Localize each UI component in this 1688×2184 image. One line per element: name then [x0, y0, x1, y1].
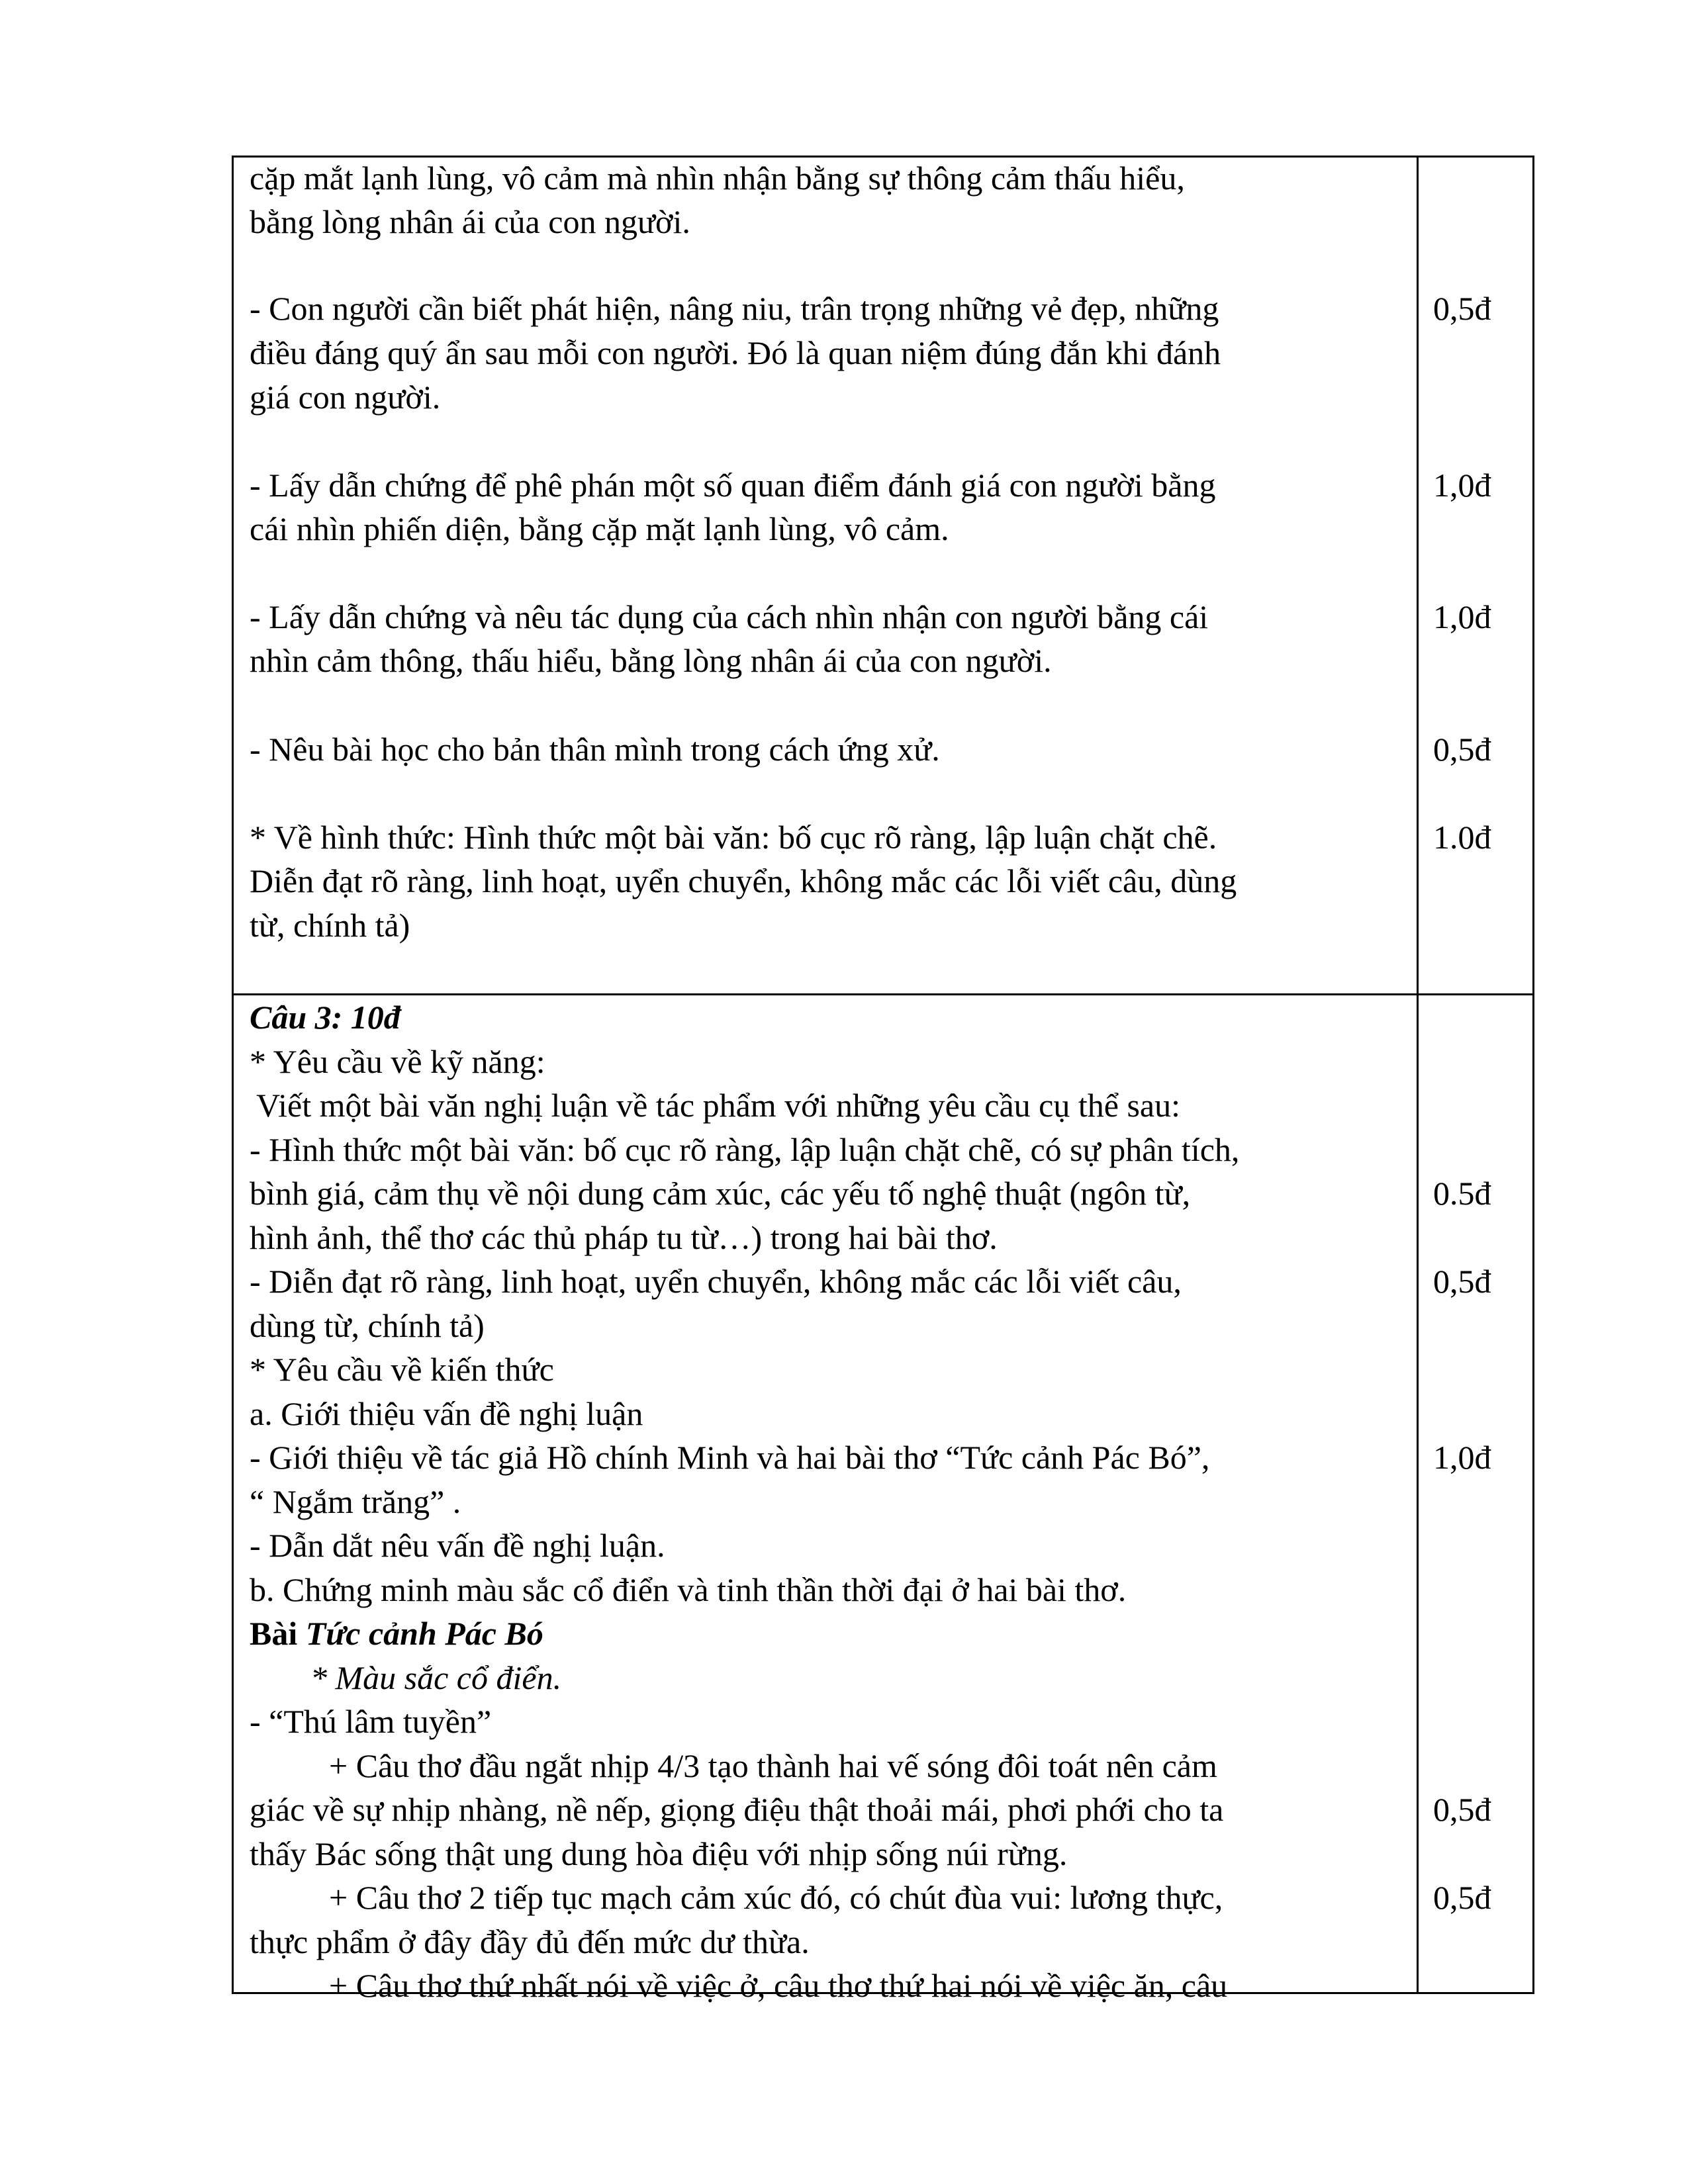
text-line: * Yêu cầu về kiến thức [250, 1351, 554, 1388]
grading-table [232, 156, 1534, 2004]
text-line: * Yêu cầu về kỹ năng: [250, 1043, 545, 1080]
text-line: cặp mắt lạnh lùng, vô cảm mà nhìn nhận bằng sự thông cảm thấu hiểu, [250, 159, 1185, 197]
text-line: + Câu thơ đầu ngắt nhịp 4/3 tạo thành hai vế sóng đôi toát nên cảm [329, 1747, 1217, 1784]
column-divider [1417, 158, 1419, 1992]
score-value: 0,5đ [1433, 1263, 1491, 1300]
text-line: “ Ngắm trăng” . [250, 1483, 461, 1520]
text-line: dùng từ, chính tả) [250, 1307, 485, 1344]
score-value: 1.0đ [1433, 819, 1491, 856]
text-line: - Nêu bài học cho bản thân mình trong cách ứng xử. [250, 731, 940, 768]
text-line: giá con người. [250, 379, 441, 416]
text-line: Diễn đạt rõ ràng, linh hoạt, uyển chuyển, không mắc các lỗi viết câu, dùng [250, 862, 1237, 899]
text-line: Viết một bài văn nghị luận về tác phẩm với những yêu cầu cụ thể sau: [256, 1087, 1180, 1124]
score-value: 1,0đ [1433, 467, 1491, 504]
text-line: điều đáng quý ẩn sau mỗi con người. Đó là quan niệm đúng đắn khi đánh [250, 334, 1221, 371]
text-line: - Diễn đạt rõ ràng, linh hoạt, uyển chuyển, không mắc các lỗi viết câu, [250, 1263, 1182, 1300]
text-line: bằng lòng nhân ái của con người. [250, 203, 690, 240]
text-line: - Lấy dẫn chứng và nêu tác dụng của cách nhìn nhận con người bằng cái [250, 598, 1209, 635]
text-line: * Về hình thức: Hình thức một bài văn: bố cục rõ ràng, lập luận chặt chẽ. [250, 819, 1217, 856]
text-line: thực phẩm ở đây đầy đủ đến mức dư thừa. [250, 1923, 810, 1960]
score-value: 1,0đ [1433, 598, 1491, 635]
text-line: từ, chính tả) [250, 907, 410, 944]
question-heading: Câu 3: 10đ [250, 999, 400, 1036]
score-value: 0,5đ [1433, 1879, 1491, 1916]
score-value: 0,5đ [1433, 731, 1491, 768]
text-line: + Câu thơ thứ nhất nói về việc ở, câu thơ thứ hai nói về việc ăn, câu [329, 1967, 1228, 2004]
text-line: bình giá, cảm thụ về nội dung cảm xúc, các yếu tố nghệ thuật (ngôn từ, [250, 1175, 1191, 1212]
text-line: cái nhìn phiến diện, bằng cặp mặt lạnh lùng, vô cảm. [250, 510, 949, 547]
poem-heading [250, 1612, 1408, 1655]
text-line: + Câu thơ 2 tiếp tục mạch cảm xúc đó, có chút đùa vui: lương thực, [329, 1879, 1223, 1916]
text-line: hình ảnh, thể thơ các thủ pháp tu từ…) trong hai bài thơ. [250, 1219, 998, 1256]
sub-heading: * Màu sắc cổ điển. [310, 1659, 562, 1696]
text-line: - Hình thức một bài văn: bố cục rõ ràng, lập luận chặt chẽ, có sự phân tích, [250, 1131, 1240, 1168]
poem-prefix: Bài [250, 1615, 306, 1652]
score-value: 0,5đ [1433, 1791, 1491, 1828]
poem-title: Tức cảnh Pác Bó [305, 1615, 543, 1652]
text-line: nhìn cảm thông, thấu hiểu, bằng lòng nhân ái của con người. [250, 642, 1052, 679]
text-line: a. Giới thiệu vấn đề nghị luận [250, 1395, 643, 1432]
text-line: - “Thú lâm tuyền” [250, 1703, 492, 1740]
text-line: - Giới thiệu về tác giả Hồ chính Minh và hai bài thơ “Tức cảnh Pác Bó”, [250, 1439, 1210, 1476]
text-line: thấy Bác sống thật ung dung hòa điệu với nhịp sống núi rừng. [250, 1835, 1068, 1872]
score-value: 0.5đ [1433, 1175, 1491, 1212]
text-line: giác về sự nhịp nhàng, nề nếp, giọng điệu thật thoải mái, phơi phới cho ta [250, 1791, 1224, 1828]
score-value: 0,5đ [1433, 290, 1491, 327]
text-line: - Dẫn dắt nêu vấn đề nghị luận. [250, 1527, 665, 1564]
text-line: - Con người cần biết phát hiện, nâng niu, trân trọng những vẻ đẹp, những [250, 290, 1219, 327]
text-line: b. Chứng minh màu sắc cổ điển và tinh thần thời đại ở hai bài thơ. [250, 1571, 1127, 1608]
score-value: 1,0đ [1433, 1439, 1491, 1476]
text-line: - Lấy dẫn chứng để phê phán một số quan điểm đánh giá con người bằng [250, 467, 1216, 504]
